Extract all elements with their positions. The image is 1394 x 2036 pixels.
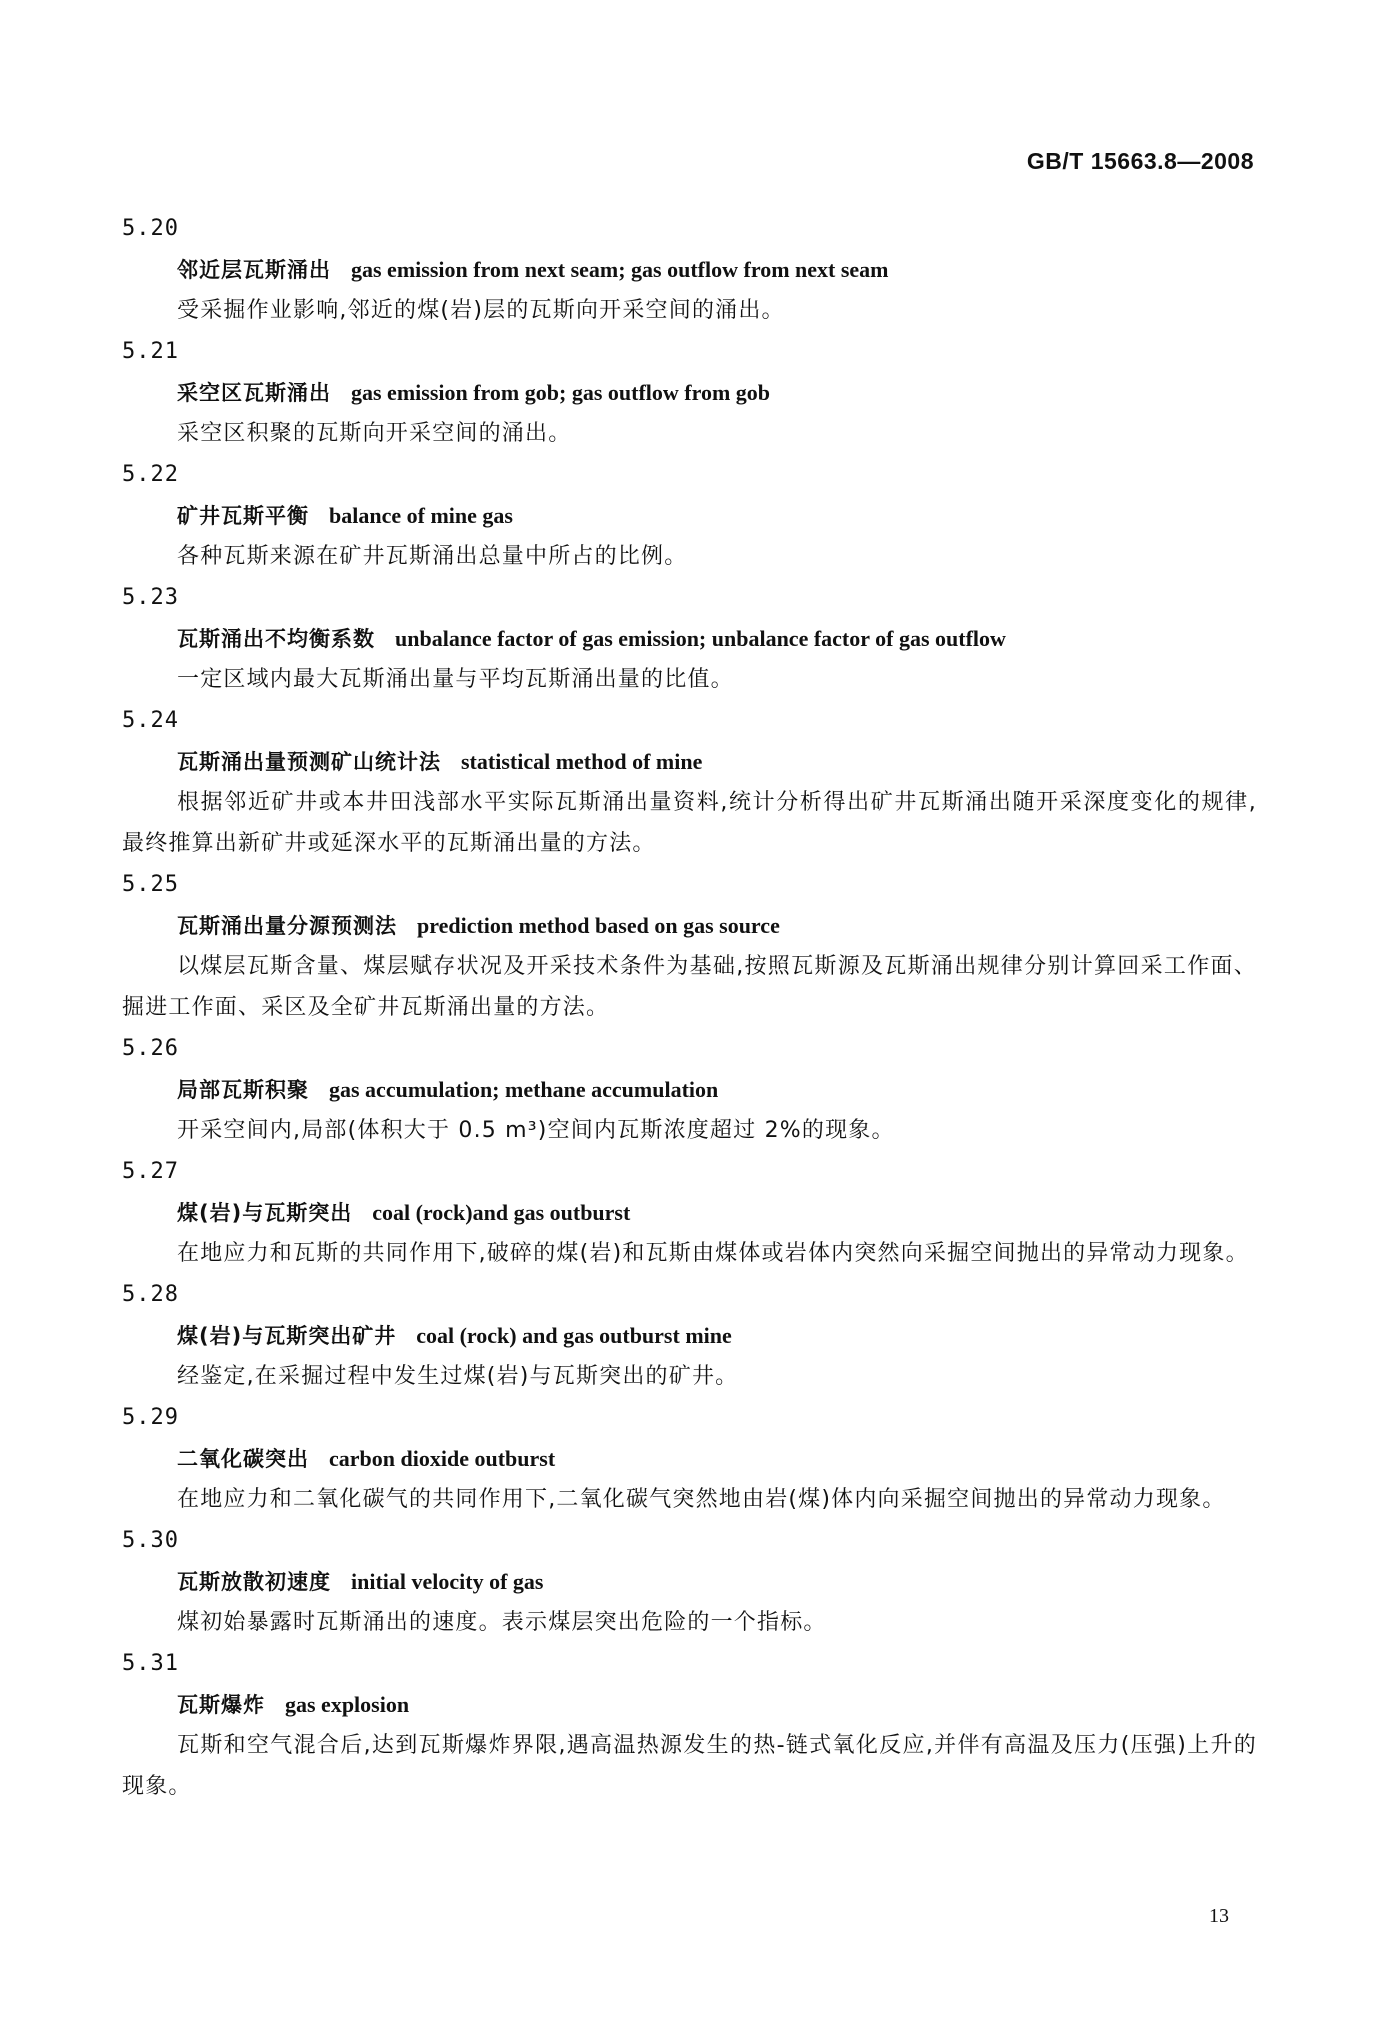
term-english: gas explosion — [285, 1692, 410, 1717]
entry-number: 5.30 — [122, 1528, 179, 1553]
entry-definition: 以煤层瓦斯含量、煤层赋存状况及开采技术条件为基础,按照瓦斯源及瓦斯涌出规律分别计算回采工作面、掘进工作面、采区及全矿井瓦斯涌出量的方法。 — [122, 954, 1257, 1020]
term-chinese: 局部瓦斯积聚 — [177, 1078, 309, 1102]
entry-term — [122, 1561, 1257, 1602]
term-chinese: 瓦斯涌出量分源预测法 — [177, 914, 397, 938]
term-english: initial velocity of gas — [351, 1569, 544, 1594]
page-number: 13 — [1209, 1905, 1229, 1927]
term-entries-list — [122, 208, 1257, 1807]
entry-number: 5.25 — [122, 872, 179, 897]
term-entry — [122, 208, 1257, 331]
entry-definition: 经鉴定,在采掘过程中发生过煤(岩)与瓦斯突出的矿井。 — [177, 1364, 739, 1389]
term-entry — [122, 331, 1257, 454]
term-english: statistical method of mine — [461, 749, 703, 774]
entry-term — [122, 1192, 1257, 1233]
entry-number: 5.24 — [122, 708, 179, 733]
term-entry — [122, 700, 1257, 864]
term-chinese: 矿井瓦斯平衡 — [177, 504, 309, 528]
entry-term — [122, 1069, 1257, 1110]
term-chinese: 二氧化碳突出 — [177, 1447, 309, 1471]
term-chinese: 煤(岩)与瓦斯突出 — [177, 1201, 353, 1225]
entry-number: 5.29 — [122, 1405, 179, 1430]
entry-term — [122, 618, 1257, 659]
entry-definition: 一定区域内最大瓦斯涌出量与平均瓦斯涌出量的比值。 — [177, 667, 734, 692]
entry-term — [122, 905, 1257, 946]
entry-term — [122, 249, 1257, 290]
entry-number: 5.23 — [122, 585, 179, 610]
term-english: gas emission from gob; gas outflow from gob — [351, 380, 771, 405]
entry-definition: 受采掘作业影响,邻近的煤(岩)层的瓦斯向开采空间的涌出。 — [177, 298, 785, 323]
term-english: prediction method based on gas source — [417, 913, 780, 938]
entry-definition: 在地应力和二氧化碳气的共同作用下,二氧化碳气突然地由岩(煤)体内向采掘空间抛出的异常动力现象。 — [177, 1487, 1226, 1512]
term-english: coal (rock)and gas outburst — [372, 1200, 631, 1225]
entry-term — [122, 495, 1257, 536]
term-entry — [122, 1274, 1257, 1397]
entry-term — [122, 1684, 1257, 1725]
entry-term — [122, 1315, 1257, 1356]
entry-definition: 瓦斯和空气混合后,达到瓦斯爆炸界限,遇高温热源发生的热-链式氧化反应,并伴有高温及压力(压强)上升的现象。 — [122, 1733, 1257, 1799]
term-chinese: 瓦斯爆炸 — [177, 1693, 265, 1717]
entry-number: 5.20 — [122, 216, 179, 241]
term-entry — [122, 577, 1257, 700]
entry-definition: 在地应力和瓦斯的共同作用下,破碎的煤(岩)和瓦斯由煤体或岩体内突然向采掘空间抛出的异常动力现象。 — [177, 1241, 1249, 1266]
term-english: gas accumulation; methane accumulation — [329, 1077, 719, 1102]
entry-number: 5.28 — [122, 1282, 179, 1307]
entry-number: 5.21 — [122, 339, 179, 364]
term-entry — [122, 1028, 1257, 1151]
term-english: gas emission from next seam; gas outflow from next seam — [351, 257, 889, 282]
term-english: carbon dioxide outburst — [329, 1446, 556, 1471]
term-english: balance of mine gas — [329, 503, 513, 528]
entry-definition: 各种瓦斯来源在矿井瓦斯涌出总量中所占的比例。 — [177, 544, 688, 569]
entry-number: 5.22 — [122, 462, 179, 487]
term-entry — [122, 864, 1257, 1028]
term-chinese: 瓦斯涌出不均衡系数 — [177, 627, 375, 651]
term-chinese: 瓦斯涌出量预测矿山统计法 — [177, 750, 441, 774]
term-english: coal (rock) and gas outburst mine — [416, 1323, 732, 1348]
term-entry — [122, 1397, 1257, 1520]
term-chinese: 邻近层瓦斯涌出 — [177, 258, 331, 282]
term-chinese: 瓦斯放散初速度 — [177, 1570, 331, 1594]
term-chinese: 煤(岩)与瓦斯突出矿井 — [177, 1324, 397, 1348]
term-entry — [122, 1151, 1257, 1274]
entry-number: 5.31 — [122, 1651, 179, 1676]
entry-term — [122, 741, 1257, 782]
entry-definition: 采空区积聚的瓦斯向开采空间的涌出。 — [177, 421, 572, 446]
entry-definition: 根据邻近矿井或本井田浅部水平实际瓦斯涌出量资料,统计分析得出矿井瓦斯涌出随开采深度变化的规律,最终推算出新矿井或延深水平的瓦斯涌出量的方法。 — [122, 790, 1257, 856]
standard-code-header: GB/T 15663.8—2008 — [1026, 148, 1254, 174]
term-entry — [122, 454, 1257, 577]
entry-number: 5.27 — [122, 1159, 179, 1184]
term-entry — [122, 1520, 1257, 1643]
term-entry — [122, 1643, 1257, 1807]
entry-term — [122, 1438, 1257, 1479]
entry-definition: 开采空间内,局部(体积大于 0.5 m³)空间内瓦斯浓度超过 2%的现象。 — [177, 1118, 895, 1143]
entry-definition: 煤初始暴露时瓦斯涌出的速度。表示煤层突出危险的一个指标。 — [177, 1610, 827, 1635]
entry-term — [122, 372, 1257, 413]
term-english: unbalance factor of gas emission; unbalance factor of gas outflow — [395, 626, 1006, 651]
entry-number: 5.26 — [122, 1036, 179, 1061]
term-chinese: 采空区瓦斯涌出 — [177, 381, 331, 405]
